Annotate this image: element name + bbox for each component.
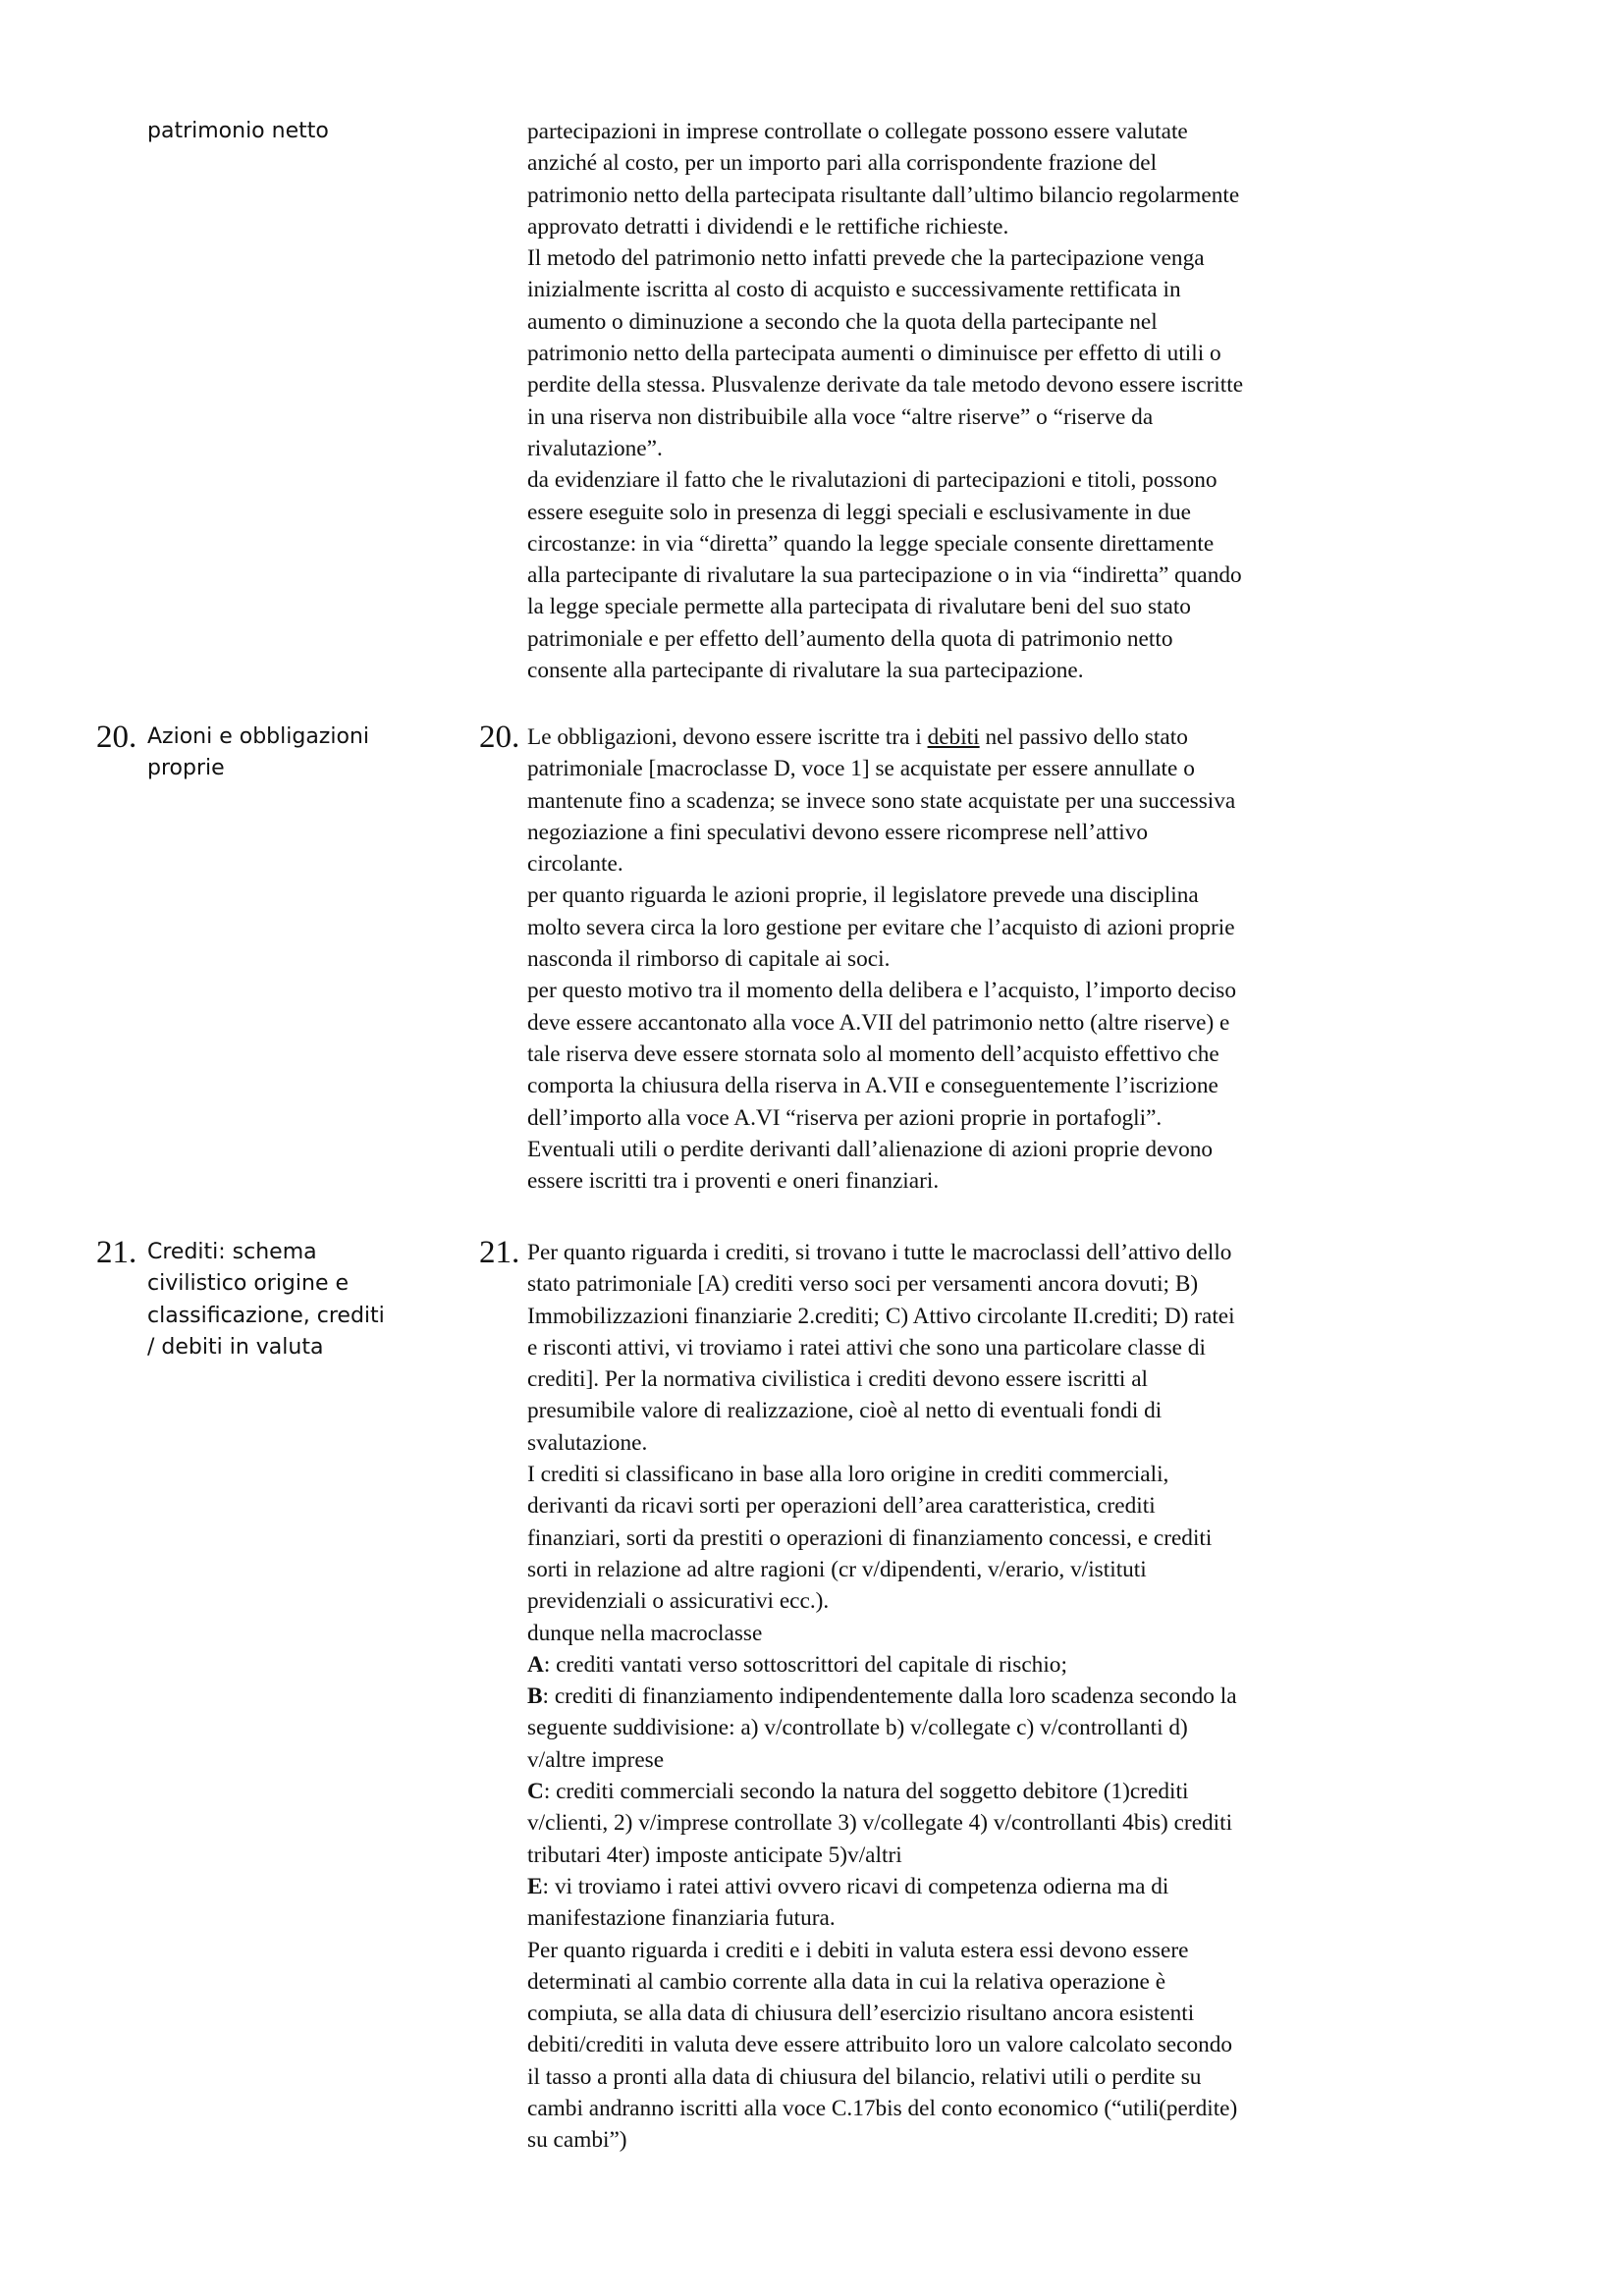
body-line: nasconda il rimborso di capitale ai soci.: [527, 946, 891, 973]
body-line: tributari 4ter) imposte anticipate 5)v/altri: [527, 1842, 902, 1868]
title-line: patrimonio netto: [147, 119, 329, 143]
body-line: crediti]. Per la normativa civilistica i crediti devono essere iscritti al: [527, 1366, 1149, 1393]
body-line: partecipazioni in imprese controllate o collegate possono essere valutate: [527, 119, 1188, 144]
body-line: aumento o diminuzione a secondo che la quota della partecipante nel: [527, 308, 1158, 335]
body-line: consente alla partecipante di rivalutare la sua partecipazione.: [527, 658, 1084, 684]
body-line: svalutazione.: [527, 1429, 648, 1456]
body-line: finanziari, sorti da prestiti o operazioni di finanziamento concessi, e crediti: [527, 1524, 1213, 1551]
body-line: determinati al cambio corrente alla data in cui la relativa operazione è: [527, 1968, 1166, 1995]
body-line: rivalutazione”.: [527, 435, 663, 461]
body-line: cambi andranno iscritti alla voce C.17bis del conto economico (“utili(perdite): [527, 2096, 1238, 2122]
body-line: comporta la chiusura della riserva in A.VII e conseguentemente l’iscrizione: [527, 1073, 1218, 1099]
text-run: : crediti di finanziamento indipendentemente dalla loro scadenza secondo la: [542, 1683, 1237, 1710]
body-line: tale riserva deve essere stornata solo al momento dell’acquisto effettivo che: [527, 1041, 1219, 1067]
macroclass-letter: E: [527, 1873, 543, 1899]
body-line: patrimoniale [macroclasse D, voce 1] se acquistate per essere annullate o: [527, 756, 1195, 782]
section-title: [147, 721, 412, 785]
section-number-right: 21.: [479, 1235, 520, 1270]
title-line: Crediti: schema: [147, 1240, 317, 1264]
body-line: v/altre imprese: [527, 1746, 665, 1773]
body-line: la legge speciale permette alla partecipata di rivalutare beni del suo stato: [527, 594, 1191, 620]
body-line: [527, 1649, 1401, 1681]
macroclass-letter: B: [527, 1683, 543, 1710]
macroclass-letter: C: [527, 1779, 544, 1805]
body-line: il tasso a pronti alla data di chiusura del bilancio, relativi utili o perdite su: [527, 2063, 1202, 2090]
body-line: manifestazione finanziaria futura.: [527, 1905, 836, 1932]
body-line: circostanze: in via “diretta” quando la legge speciale consente direttamente: [527, 530, 1215, 557]
section-title: [147, 1237, 412, 1363]
body-line: su cambi”): [527, 2127, 627, 2154]
body-line: per quanto riguarda le azioni proprie, il legislatore prevede una disciplina: [527, 882, 1199, 909]
body-line: per questo motivo tra il momento della delibera e l’acquisto, l’importo deciso: [527, 978, 1237, 1004]
body-line: e risconti attivi, vi troviamo i ratei attivi che sono una particolare classe di: [527, 1334, 1206, 1361]
body-line: Immobilizzazioni finanziarie 2.crediti; C) Attivo circolante II.crediti; D) ratei: [527, 1303, 1235, 1329]
body-line: sorti in relazione ad altre ragioni (cr v/dipendenti, v/erario, v/istituti: [527, 1556, 1147, 1582]
section-body: [527, 116, 1401, 686]
body-line: Per quanto riguarda i crediti, si trovano i tutte le macroclassi dell’attivo dello: [527, 1240, 1232, 1265]
body-line: molto severa circa la loro gestione per evitare che l’acquisto di azioni proprie: [527, 914, 1235, 940]
body-line: v/clienti, 2) v/imprese controllate 3) v/collegate 4) v/controllanti 4bis) crediti: [527, 1810, 1233, 1837]
body-line: [527, 1776, 1401, 1807]
body-line: deve essere accantonato alla voce A.VII del patrimonio netto (altre riserve) e: [527, 1009, 1230, 1036]
text-run: : vi troviamo i ratei attivi ovvero ricavi di competenza odierna ma di: [542, 1873, 1169, 1899]
body-line: derivanti da ricavi sorti per operazioni dell’area caratteristica, crediti: [527, 1493, 1156, 1520]
title-line: civilistico origine e: [147, 1271, 350, 1297]
body-line: [527, 1681, 1401, 1712]
body-line: previdenziali o assicurativi ecc.).: [527, 1588, 830, 1615]
body-line: patrimoniale e per effetto dell’aumento della quota di patrimonio netto: [527, 625, 1173, 652]
body-line: debiti/crediti in valuta deve essere attribuito loro un valore calcolato secondo: [527, 2032, 1233, 2058]
body-line: dunque nella macroclasse: [527, 1620, 763, 1646]
section-title: [147, 116, 412, 147]
body-line: inizialmente iscritta al costo di acquisto e successivamente rettificata in: [527, 277, 1181, 303]
body-line: [527, 721, 1401, 753]
body-line: approvato detratti i dividendi e le rettifiche richieste.: [527, 213, 1009, 240]
text-run: : crediti commerciali secondo la natura del soggetto debitore (1)crediti: [543, 1779, 1189, 1805]
body-line: dell’importo alla voce A.VI “riserva per azioni proprie in portafogli”.: [527, 1104, 1163, 1131]
body-line: mantenute fino a scadenza; se invece sono state acquistate per una successiva: [527, 787, 1236, 814]
body-line: patrimonio netto della partecipata risultante dall’ultimo bilancio regolarmente: [527, 182, 1240, 208]
body-line: da evidenziare il fatto che le rivalutazioni di partecipazioni e titoli, possono: [527, 467, 1217, 494]
body-line: essere iscritti tra i proventi e oneri finanziari.: [527, 1168, 940, 1195]
body-line: anziché al costo, per un importo pari alla corrispondente frazione del: [527, 150, 1158, 177]
body-line: alla partecipante di rivalutare la sua partecipazione o in via “indiretta” quando: [527, 562, 1242, 589]
macroclass-letter: A: [527, 1651, 544, 1678]
body-line: Per quanto riguarda i crediti e i debiti in valuta estera essi devono essere: [527, 1937, 1189, 1963]
body-line: stato patrimoniale [A) crediti verso soci per versamenti ancora dovuti; B): [527, 1271, 1199, 1298]
body-line: patrimonio netto della partecipata aumenti o diminuisce per effetto di utili o: [527, 341, 1221, 367]
section-number-left: 20.: [96, 720, 137, 755]
title-line: proprie: [147, 756, 225, 781]
body-line: perdite della stessa. Plusvalenze derivate da tale metodo devono essere iscritte: [527, 372, 1244, 399]
title-line: classificazione, crediti: [147, 1303, 385, 1328]
text-run: : crediti vantati verso sottoscrittori del capitale di rischio;: [543, 1651, 1067, 1678]
body-line: circolante.: [527, 851, 623, 878]
body-line: essere eseguite solo in presenza di leggi speciali e esclusivamente in due: [527, 499, 1192, 525]
section-body: [527, 721, 1401, 1197]
section-number-left: 21.: [96, 1235, 137, 1270]
title-line: Azioni e obbligazioni: [147, 724, 369, 749]
body-line: seguente suddivisione: a) v/controllate b) v/collegate c) v/controllanti d): [527, 1715, 1188, 1741]
body-line: presumibile valore di realizzazione, cioè al netto di eventuali fondi di: [527, 1398, 1163, 1424]
body-line: Eventuali utili o perdite derivanti dall’alienazione di azioni proprie devono: [527, 1136, 1214, 1162]
text-run: Le obbligazioni, devono essere iscritte tra i: [527, 724, 928, 750]
section-number-right: 20.: [479, 720, 520, 755]
body-line: Il metodo del patrimonio netto infatti prevede che la partecipazione venga: [527, 245, 1205, 272]
body-line: compiuta, se alla data di chiusura dell’esercizio risultano ancora esistenti: [527, 2001, 1195, 2027]
body-line: I crediti si classificano in base alla loro origine in crediti commerciali,: [527, 1462, 1169, 1488]
body-line: in una riserva non distribuibile alla voce “altre riserve” o “riserve da: [527, 403, 1154, 430]
underlined-term: debiti: [927, 724, 980, 750]
title-line: / debiti in valuta: [147, 1334, 324, 1360]
body-line: [527, 1871, 1401, 1902]
body-line: negoziazione a fini speculativi devono essere ricomprese nell’attivo: [527, 819, 1149, 845]
text-run: nel passivo dello stato: [979, 724, 1188, 750]
section-body: [527, 1237, 1401, 2157]
